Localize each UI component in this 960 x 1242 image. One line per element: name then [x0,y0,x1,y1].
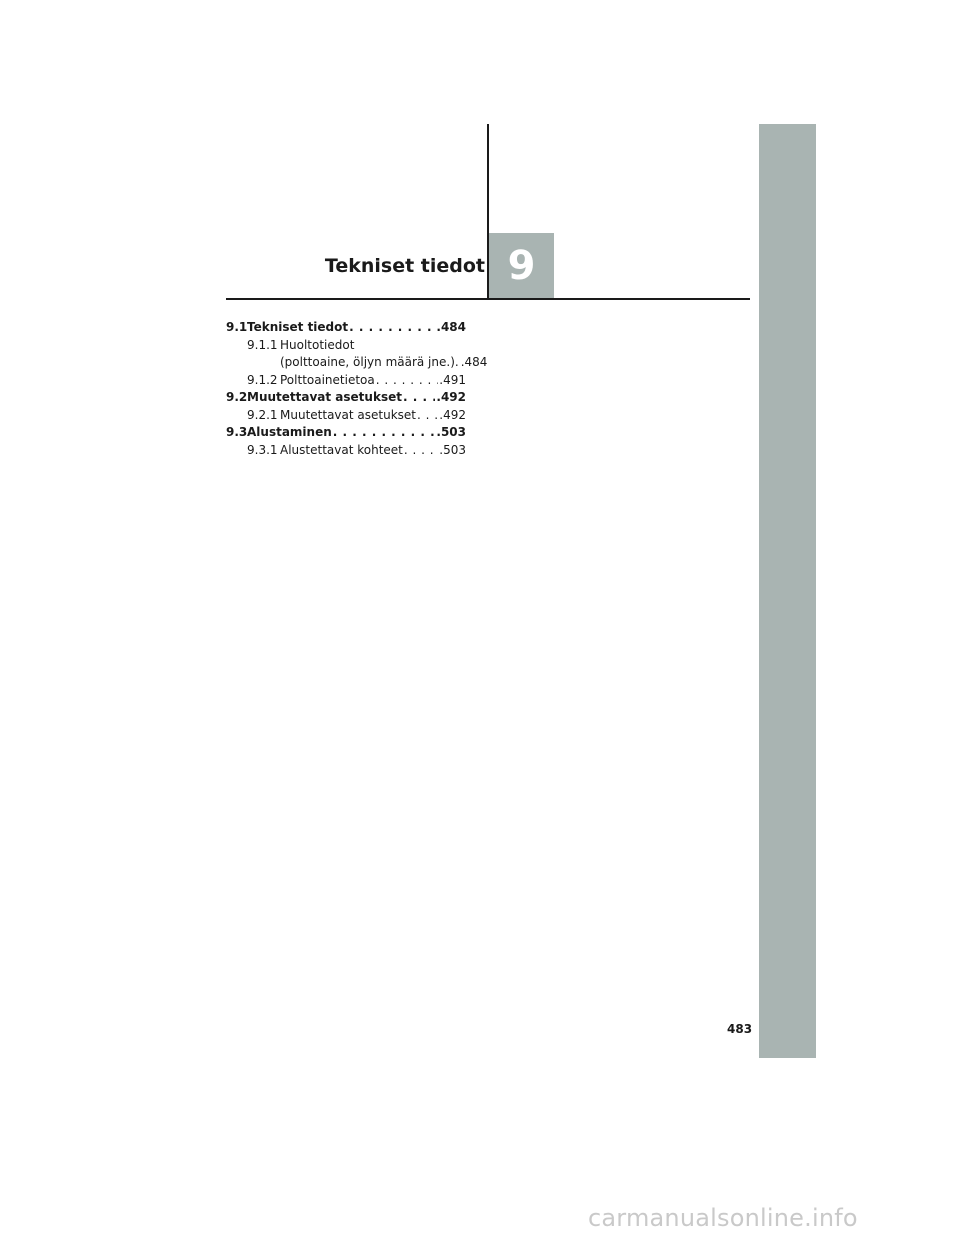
toc-leader-dots [333,424,436,442]
toc-entry-9-3-1[interactable] [226,442,466,460]
page-number: 483 [727,1022,753,1036]
toc-leader-dots [417,407,438,425]
toc-page-number: .503 [436,425,466,439]
toc-section-number: 9.1.1 [247,337,278,352]
toc-entry-label: Alustaminen [247,425,332,439]
toc-entry-9-1-1[interactable] [226,337,488,372]
toc-section-number: 9.3 [226,425,248,439]
toc-section-number: 9.2.1 [247,407,278,422]
toc-section-number: 9.1.2 [247,372,278,387]
header-horizontal-rule [226,298,750,300]
toc-page-number: .492 [436,390,466,404]
chapter-number: 9 [507,242,536,289]
toc-section-number: 9.2 [226,390,248,404]
toc-entry-label: Polttoainetietoa [280,372,375,387]
toc-section-number: 9.3.1 [247,442,278,457]
chapter-title: Tekniset tiedot [324,255,485,277]
toc-entry-9-3[interactable] [226,424,466,442]
chapter-side-tab [759,124,816,1058]
toc-entry-label: Alustettavat kohteet [280,442,403,457]
toc-entry-label: Muutettavat asetukset [247,390,402,404]
toc-page-number: .484 [436,320,466,334]
toc-entry-9-1[interactable] [226,319,466,337]
toc-entry-label: Muutettavat asetukset [280,407,416,422]
watermark: carmanualsonline.info [588,1204,858,1232]
toc-entry-label: Tekniset tiedot [247,320,349,334]
toc-page-number: .491 [439,372,466,387]
toc-page-number: .484 [460,355,488,369]
toc-entry-9-1-2[interactable] [226,372,466,390]
toc-entry-9-2[interactable] [226,389,466,407]
toc-page-number: .503 [439,442,466,457]
toc-entry-label-continued: (polttoaine, öljyn määrä jne.). [280,355,459,369]
toc-entry-9-2-1[interactable] [226,407,466,425]
toc-leader-dots [403,389,435,407]
toc-leader-dots [404,442,438,460]
table-of-contents [226,319,488,459]
toc-entry-label: Huoltotiedot [280,337,355,352]
toc-section-number: 9.1 [226,320,248,334]
toc-leader-dots [349,319,435,337]
toc-page-number: .492 [439,407,466,422]
toc-leader-dots [376,372,439,390]
chapter-number-box [489,233,554,298]
